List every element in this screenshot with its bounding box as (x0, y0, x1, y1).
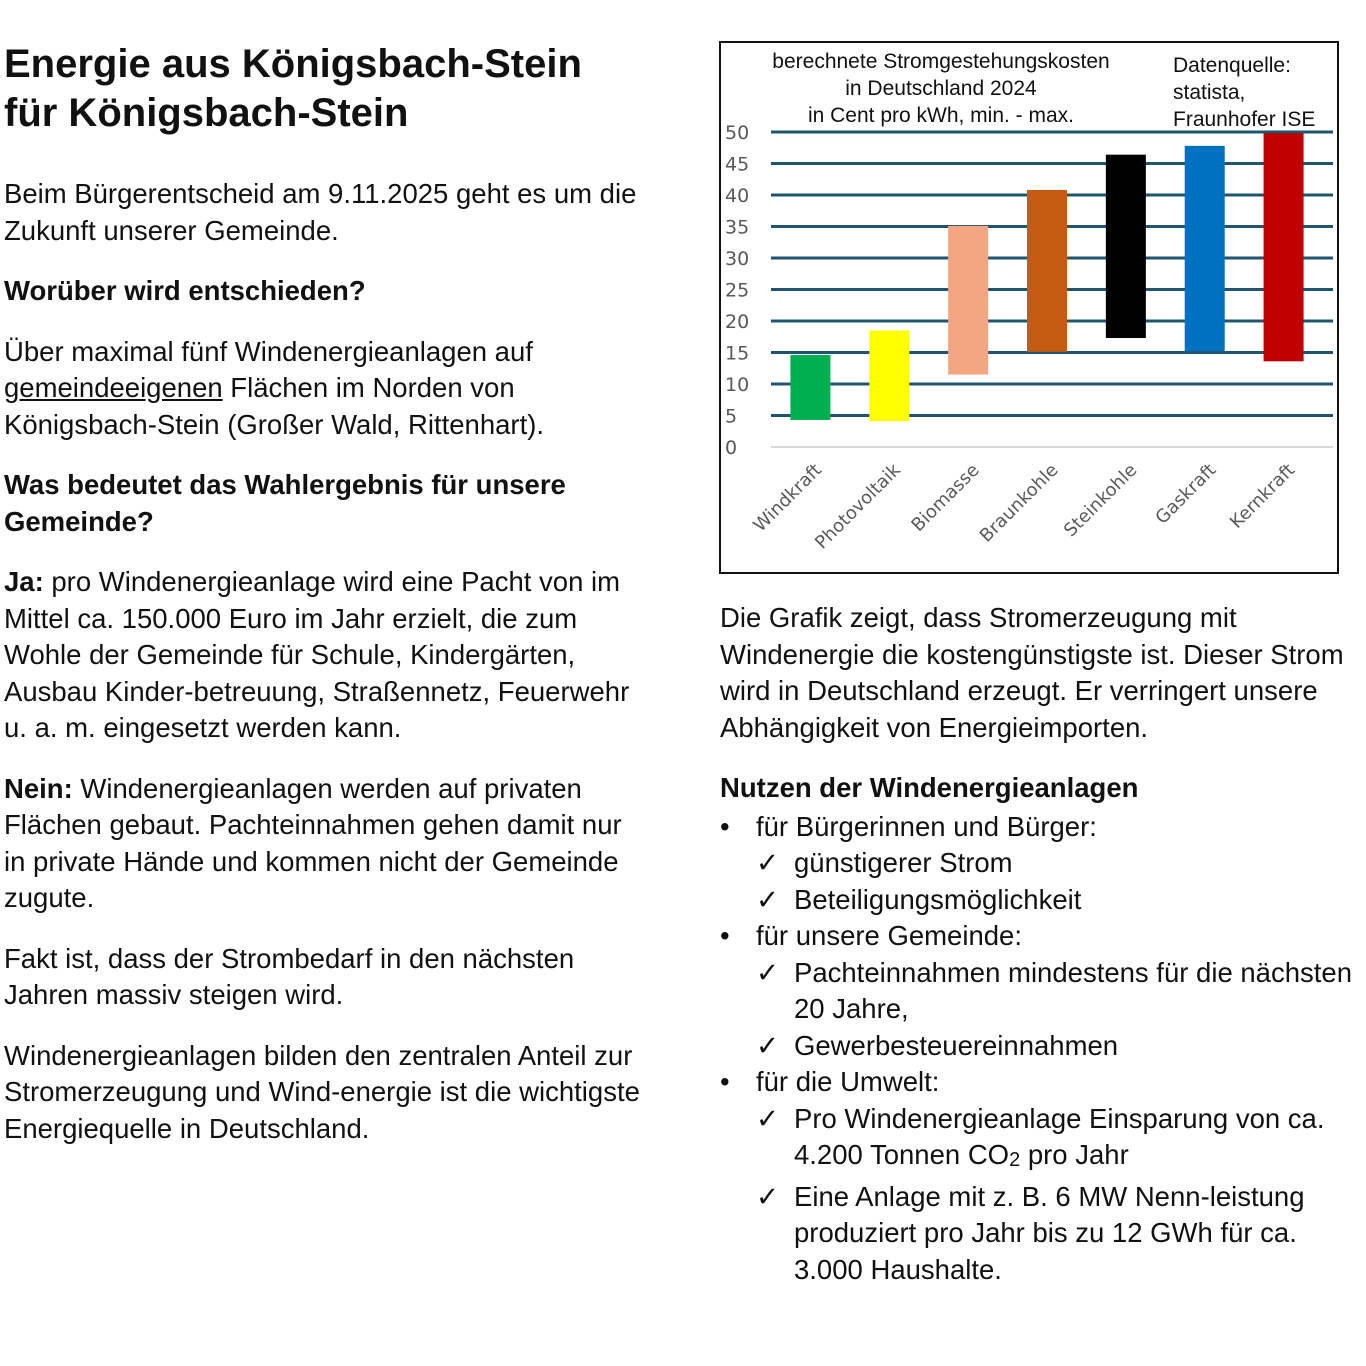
group-label: für unsere Gemeinde: (756, 920, 1022, 951)
checkmark-icon: ✓ (756, 883, 780, 915)
question-heading-1: Worüber wird entschieden? (4, 275, 366, 306)
item-text: günstigerer Strom (794, 847, 1013, 878)
question-heading-2: Was bedeutet das Wahlergebnis für unsere Gemeinde? (4, 469, 566, 537)
y-tick-label: 35 (725, 216, 750, 239)
bar-braunkohle (1027, 190, 1067, 352)
y-tick-label: 20 (725, 311, 750, 333)
nein-paragraph (4, 771, 644, 917)
item-text: Pachteinnahmen mindestens für die nächsten 20 Jahre, (794, 956, 1352, 1024)
nein-label: Nein: (4, 772, 73, 804)
y-tick-label: 30 (725, 248, 750, 270)
checkmark-icon: ✓ (756, 1102, 780, 1134)
underlined-word: gemeindeeigenen (4, 372, 223, 403)
x-tick-label: Photovoltaik (811, 459, 905, 554)
answer-text-1 (4, 334, 644, 444)
chart-title-line: in Cent pro kWh, min. - max. (807, 104, 1075, 127)
bar-biomasse (948, 226, 988, 375)
benefit-group-environment (720, 1064, 1360, 1101)
bar-kernkraft (1264, 133, 1304, 361)
checkmark-icon: ✓ (756, 956, 780, 988)
y-tick-label: 40 (725, 185, 750, 207)
benefit-item (720, 882, 1360, 919)
bar-gaskraft (1185, 146, 1225, 351)
benefit-item (720, 1101, 1360, 1179)
benefit-item (720, 1179, 1360, 1289)
bar-photovoltaik (869, 330, 909, 421)
benefit-group-municipality (720, 918, 1360, 955)
bullet-icon: • (720, 920, 730, 951)
fakt-paragraph: Fakt ist, dass der Strombedarf in den nächsten Jahren massiv steigen wird. (4, 942, 575, 1010)
page-title: Energie aus Königsbach-Stein für Königsbach-Stein (4, 42, 582, 135)
item-text: Beteiligungsmöglichkeit (794, 883, 1082, 915)
y-tick-label: 50 (725, 122, 750, 144)
bar-windkraft (790, 355, 830, 420)
benefit-group-citizens (720, 809, 1360, 846)
benefit-item (720, 1028, 1360, 1065)
ja-text: pro Windenergieanlage wird eine Pacht von im Mittel ca. 150.000 Euro im Jahr erzielt, die zum Wohle der Gemeinde für Schule, Kindergärten, Ausbau Kinder-betreuung, Straßennetz, Feuerwehr u. a. m. eingesetzt werden kann. (4, 566, 630, 743)
chart-source-line: Fraunhofer ISE (1173, 108, 1316, 131)
y-tick-label: 0 (725, 437, 738, 459)
chart-title-line: in Deutschland 2024 (845, 77, 1037, 100)
answer-1-post: Flächen im Norden von Königsbach-Stein (Großer Wald, Rittenhart). (4, 372, 545, 440)
x-tick-label: Gaskraft (1151, 459, 1221, 529)
checkmark-icon: ✓ (756, 847, 780, 878)
group-label: für die Umwelt: (756, 1066, 940, 1097)
item-text: Gewerbesteuereinnahmen (794, 1029, 1119, 1061)
co2-pre: Pro Windenergieanlage Einsparung von ca. 4.200 Tonnen CO (794, 1102, 1325, 1170)
left-column (4, 40, 644, 1171)
bar-steinkohle (1106, 155, 1146, 338)
co2-subscript: 2 (1009, 1149, 1021, 1171)
bullet-icon: • (720, 810, 730, 842)
co2-post: pro Jahr (1020, 1139, 1129, 1170)
benefits-list (720, 809, 1360, 1289)
cost-chart (719, 41, 1339, 574)
ja-label: Ja: (4, 566, 44, 597)
y-tick-label: 5 (725, 405, 738, 428)
x-tick-label: Biomasse (907, 459, 984, 536)
chart-source-line: Datenquelle: (1173, 54, 1291, 77)
bullet-icon: • (720, 1066, 730, 1097)
x-tick-label: Kernkraft (1225, 459, 1300, 533)
y-tick-label: 10 (725, 374, 750, 396)
nein-text: Windenergieanlagen werden auf privaten Flächen gebaut. Pachteinnahmen gehen damit nur in private Hände und kommen nicht der Gemeinde zugute. (4, 772, 622, 913)
x-tick-label: Braunkohle (975, 459, 1063, 547)
chart-explanation: Die Grafik zeigt, dass Stromerzeugung mit Windenergie die kostengünstigste ist. Dieser Strom wird in Deutschland erzeugt. Er verringert unsere Abhängigkeit von Energieimporten. (720, 602, 1344, 743)
x-tick-label: Steinkohle (1059, 459, 1142, 542)
chart-source-line: statista, (1173, 81, 1246, 104)
checkmark-icon: ✓ (756, 1180, 780, 1212)
item-text-co2 (794, 1103, 1324, 1171)
ja-paragraph (4, 564, 644, 747)
y-tick-label: 45 (725, 153, 750, 176)
item-text: Eine Anlage mit z. B. 6 MW Nenn-leistung produziert pro Jahr bis zu 12 GWh für ca. 3.000 Haushalte. (794, 1180, 1305, 1285)
x-tick-label: Windkraft (749, 459, 826, 537)
y-tick-label: 15 (725, 342, 750, 365)
chart-title-line: berechnete Stromgestehungskosten (772, 50, 1110, 73)
group-label: für Bürgerinnen und Bürger: (756, 810, 1097, 842)
benefit-item (720, 955, 1360, 1028)
y-tick-label: 25 (725, 279, 750, 302)
benefits-heading: Nutzen der Windenergieanlagen (720, 772, 1139, 803)
answer-1-pre: Über maximal fünf Windenergieanlagen auf (4, 335, 533, 367)
intro-text: Beim Bürgerentscheid am 9.11.2025 geht es um die Zukunft unserer Gemeinde. (4, 178, 637, 246)
benefit-item (720, 845, 1360, 882)
checkmark-icon: ✓ (756, 1029, 780, 1061)
closing-paragraph: Windenergieanlagen bilden den zentralen Anteil zur Stromerzeugung und Wind-energie ist die wichtigste Energiequelle in Deutschland. (4, 1039, 640, 1144)
right-column (720, 600, 1360, 1288)
chart-plot (721, 43, 1339, 574)
